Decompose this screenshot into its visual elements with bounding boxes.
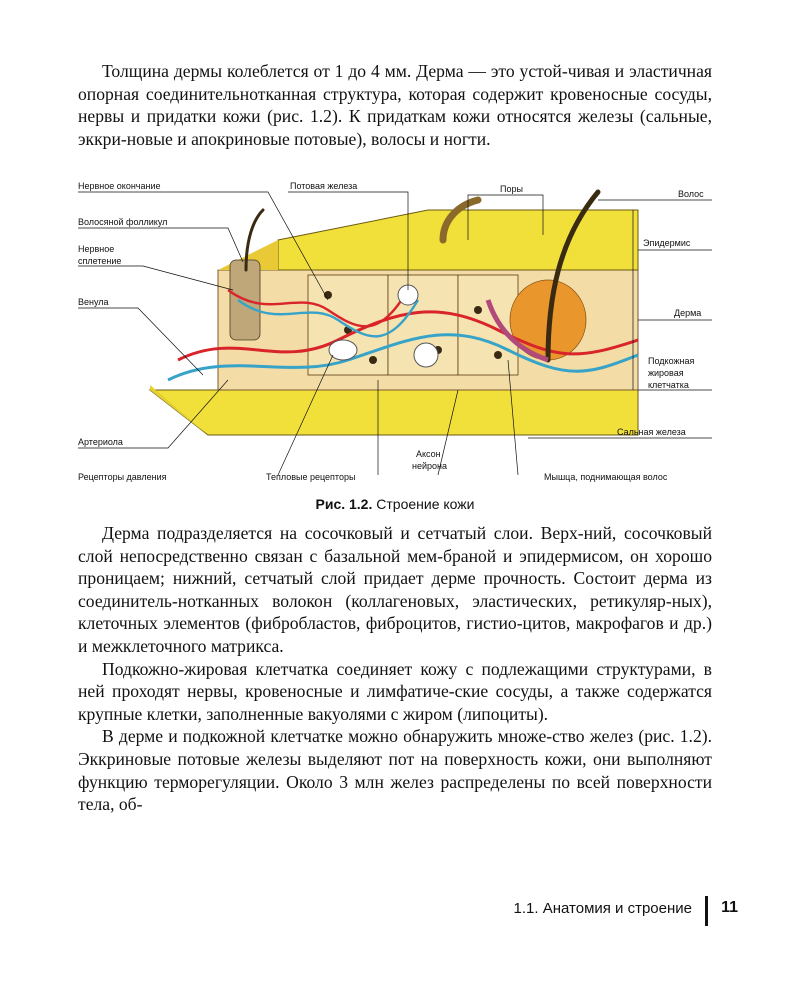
label-axon-line1: Аксон [416,449,441,459]
label-axon-line2: нейрона [412,461,447,471]
label-subcutis-line2: жировая [648,368,684,378]
label-dermis: Дерма [674,308,702,318]
label-sebaceous-gland: Сальная железа [617,427,686,437]
label-hair: Волос [678,189,704,199]
label-arteriole: Артериола [78,437,123,447]
paragraph: В дерме и подкожной клетчатке можно обнаружить множе-ство желез (рис. 1.2). Эккриновые потовые железы выделяют пот на поверхность кожи, они выполняют функцию терморегуляции. Около 3 млн желез распределены по всей поверхности тела, об- [78,726,712,815]
label-pores: Поры [500,184,523,194]
label-hair-follicle: Волосяной фолликул [78,217,168,227]
caption-label: Рис. 1.2. [315,496,373,512]
subcutis-layer [150,390,638,435]
caption-text: Строение кожи [376,496,475,512]
paragraphs-dermis-layers [78,522,712,816]
label-venule: Венула [78,297,109,307]
label-pressure-receptors: Рецепторы давления [78,472,167,482]
label-arrector-muscle: Мышца, поднимающая волос [544,472,668,482]
paragraph: Дерма подразделяется на сосочковый и сетчатый слои. Верх-ний, сосочковый слой непосредственно связан с базальной мем-браной и эпидермисом, он хорошо проницаем; нижний, сетчатый слой придает дерме прочность. Состоит дерма из соединитель-нотканных волокон (коллагеновых, эластических, ретикуляр-ных), клеточных элементов (фибробластов, фиброцитов, гистио-цитов, макрофагов и др.) и межклеточного матрикса. [78,523,712,656]
label-nerve-plexus-line1: Нервное [78,244,115,254]
page-footer [420,896,740,924]
label-thermal-receptors: Тепловые рецепторы [266,472,356,482]
label-subcutis-line3: клетчатка [648,380,689,390]
running-footer-title: 1.1. Анатомия и строение [513,900,692,917]
figure-caption [78,496,712,512]
skin-diagram [78,180,712,490]
label-nerve-plexus-line2: сплетение [78,256,122,266]
footer-divider [705,896,708,926]
label-nerve-ending: Нервное окончание [78,181,161,191]
label-epidermis: Эпидермис [643,238,691,248]
pressure-receptor-shape [329,340,357,360]
label-subcutis-line1: Подкожная [648,356,695,366]
page-number: 11 [721,899,738,916]
paragraph-dermis-thickness [78,60,712,150]
label-sweat-gland: Потовая железа [290,181,358,191]
sweat-gland-coil-2 [414,343,438,367]
paragraph: Толщина дермы колеблется от 1 до 4 мм. Дерма — это устой-чивая и эластичная опорная соединительнотканная структура, которая содержит кровеносные сосуды, нервы и придатки кожи (рис. 1.2). К придаткам кожи относятся железы (сальные, эккри-новые и апокриновые потовые), волосы и ногти. [78,61,712,149]
paragraph: Подкожно-жировая клетчатка соединяет кожу с подлежащими структурами, в ней проходят нервы, кровеносные и лимфатиче-ские сосуды, а также содержатся крупные клетки, заполненные вакуолями с жиром (липоциты). [78,658,712,724]
figure-skin-structure [78,180,712,490]
epidermis-top [278,210,638,270]
